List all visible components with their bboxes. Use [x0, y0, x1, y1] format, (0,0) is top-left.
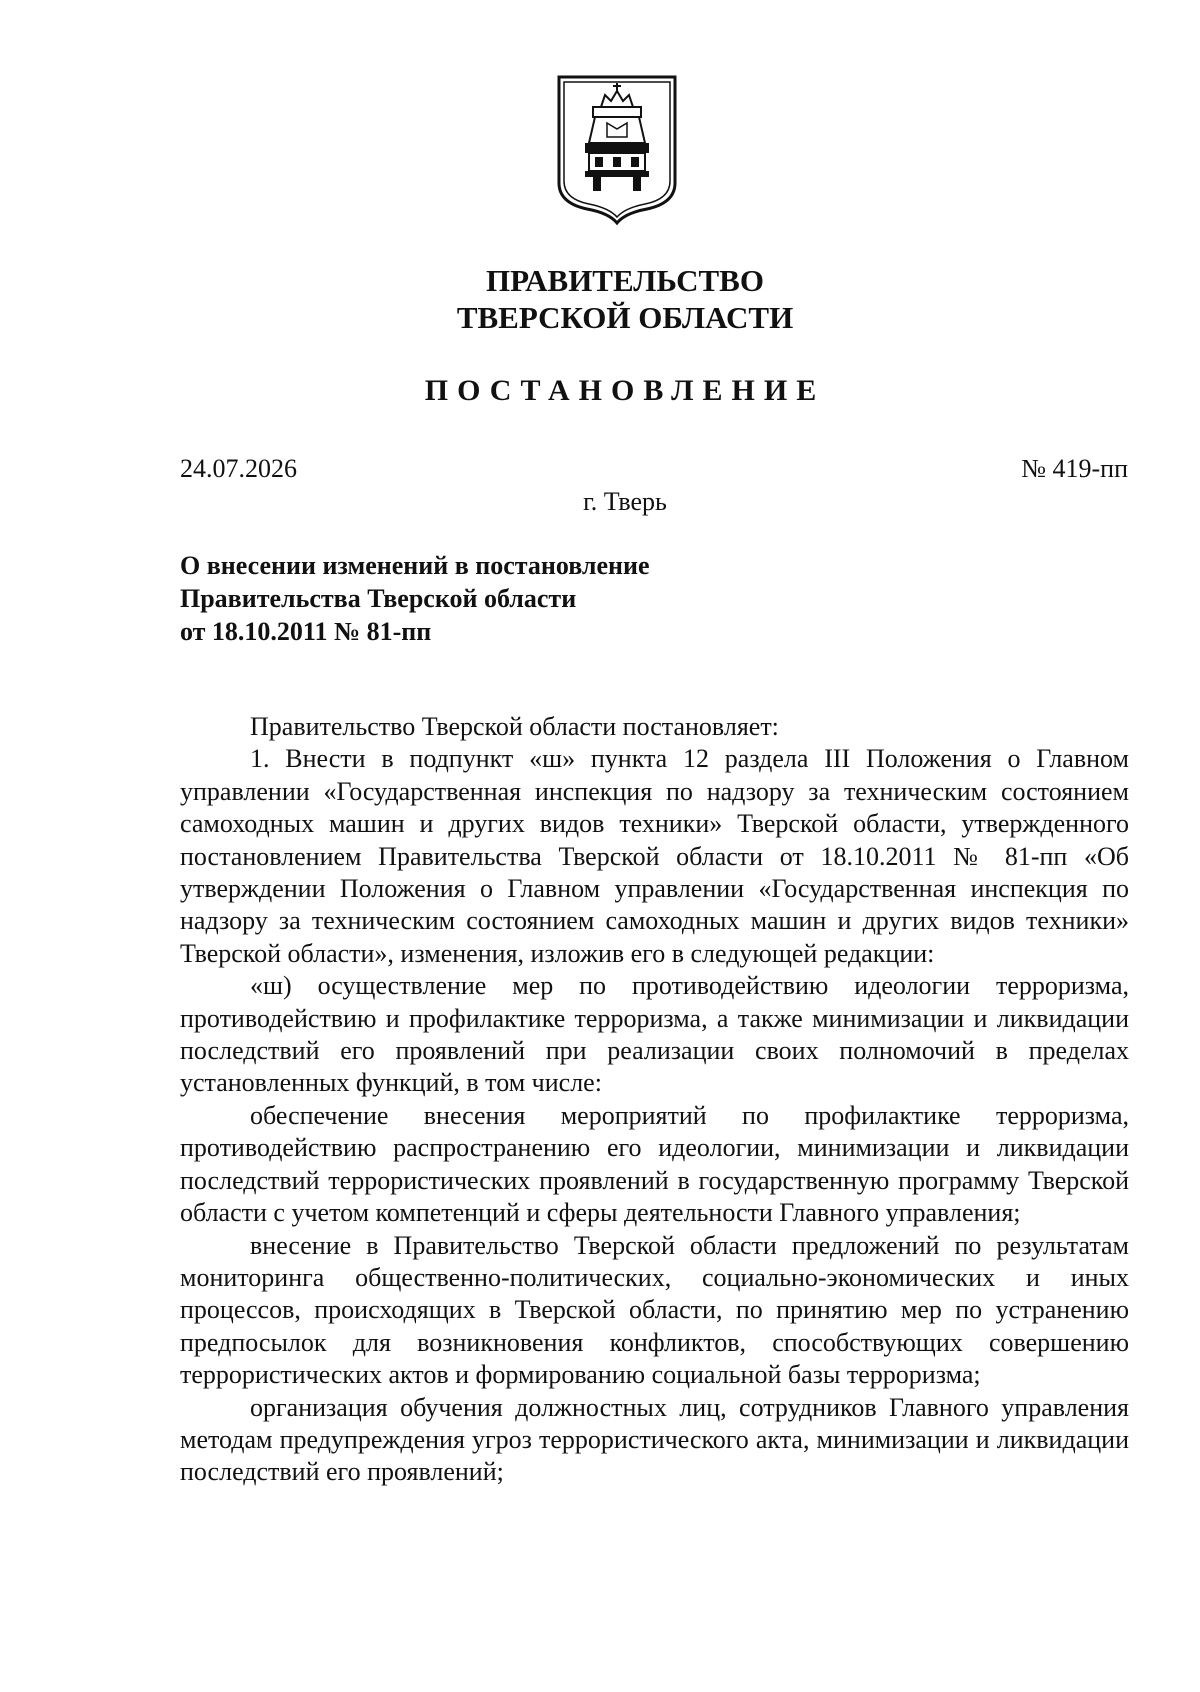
document-subject [180, 549, 650, 648]
document-date: 24.07.2026 [180, 454, 297, 483]
organization-name-line1: ПРАВИТЕЛЬСТВО [486, 263, 764, 298]
body-paragraph: организация обучения должностных лиц, сотрудников Главного управления методам предупреждения угроз террористического акта, минимизации и ликвидации последствий его проявлений; [180, 1392, 1129, 1487]
document-body [180, 711, 1129, 1489]
body-paragraph: Правительство Тверской области постановляет: [250, 712, 779, 741]
organization-name-line2: ТВЕРСКОЙ ОБЛАСТИ [456, 300, 794, 335]
body-paragraph: «ш) осуществление мер по противодействию идеологии терроризма, противодействию и профилактике терроризма, а также минимизации и ликвидации последствий его проявлений при реализации своих полномочий в пределах установленных функций, в том числе: [180, 971, 1129, 1098]
body-paragraph: обеспечение внесения мероприятий по профилактике терроризма, противодействию распространению его идеологии, минимизации и ликвидации последствий террористических проявлений в государственную программу Тверской области с учетом компетенций и сферы деятельности Главного управления; [180, 1100, 1129, 1228]
subject-line: от 18.10.2011 № 81-пп [180, 617, 432, 646]
subject-line: Правительства Тверской области [180, 584, 577, 613]
document-number: № 419-пп [1021, 454, 1128, 483]
coat-of-arms-icon [555, 73, 679, 225]
body-paragraph: внесение в Правительство Тверской области предложений по результатам мониторинга общественно-политических, социально-экономических и иных процессов, происходящих в Тверской области, по принятию мер по устранению предпосылок для возникновения конфликтов, способствующих совершению террористических актов и формированию социальной базы терроризма; [180, 1230, 1129, 1390]
document-city: г. Тверь [583, 487, 667, 516]
document-type-title: ПОСТАНОВЛЕНИЕ [424, 374, 826, 407]
body-paragraph: 1. Внести в подпункт «ш» пункта 12 раздела III Положения о Главном управлении «Государственная инспекция по надзору за техническим состоянием самоходных машин и других видов техники» Тверской области, утвержденного постановлением Правительства Тверской области от 18.10.2011 № 81-пп «Об утверждении Положения о Главном управлении «Государственная инспекция по надзору за техническим состоянием самоходных машин и других видов техники» Тверской области», изменения, изложив его в следующей редакции: [180, 744, 1129, 968]
subject-line: О внесении изменений в постановление [180, 551, 650, 580]
